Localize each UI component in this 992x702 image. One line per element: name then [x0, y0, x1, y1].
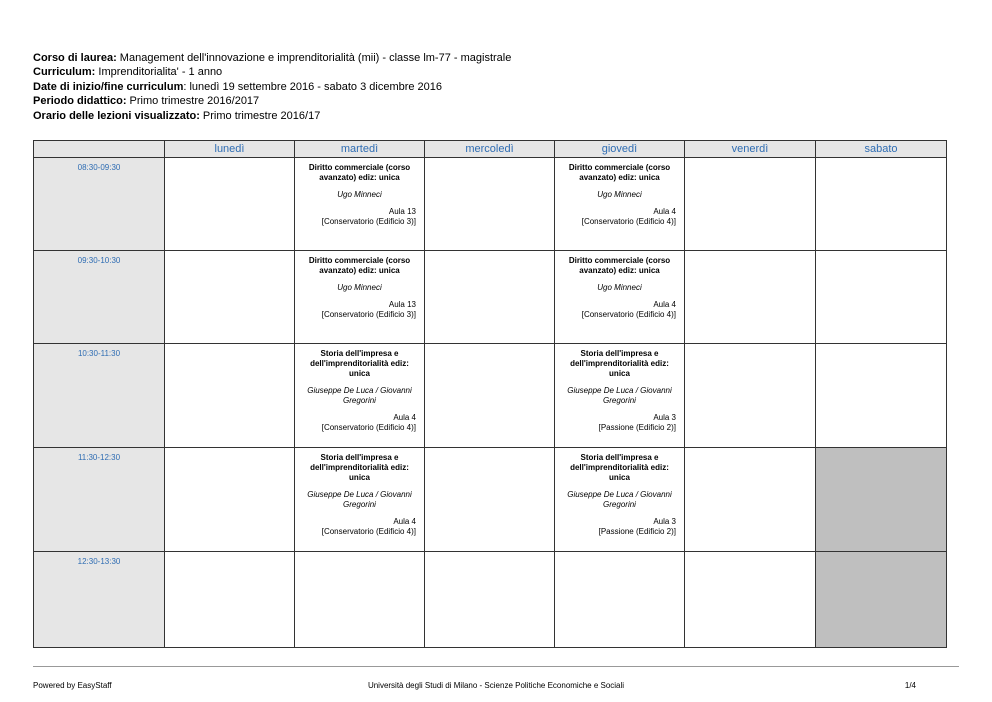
lesson-location: [563, 413, 676, 433]
lesson-room: Aula 4: [393, 413, 416, 422]
time-slot-label: 11:30-12:30: [34, 448, 165, 552]
empty-cell: [816, 251, 947, 344]
lesson-building: [Conservatorio (Edificio 3)]: [321, 310, 416, 319]
empty-cell: [685, 344, 816, 448]
lesson-teacher: Ugo Minneci: [337, 190, 382, 199]
orario-line: Orario delle lezioni visualizzato: Primo trimestre 2016/17: [33, 109, 321, 122]
lesson-teacher: Ugo Minneci: [597, 190, 642, 199]
empty-cell: [555, 552, 685, 648]
empty-cell: [425, 448, 555, 552]
lesson-teacher: Giuseppe De Luca / Giovanni Gregorini: [567, 490, 672, 509]
empty-cell: [165, 251, 295, 344]
lesson-room: Aula 4: [393, 517, 416, 526]
lesson-room: Aula 3: [653, 517, 676, 526]
lesson-title: Storia dell'impresa e dell'imprenditorialità ediz: unica: [570, 349, 669, 378]
empty-cell: [165, 552, 295, 648]
lesson-teacher: Ugo Minneci: [337, 283, 382, 292]
lesson-entry: [555, 448, 684, 537]
lesson-teacher: Giuseppe De Luca / Giovanni Gregorini: [567, 386, 672, 405]
day-header-martedi: martedì: [295, 141, 425, 158]
day-header-venerdi: venerdì: [685, 141, 816, 158]
lesson-cell: [555, 251, 685, 344]
date-line: Date di inizio/fine curriculum: lunedì 19 settembre 2016 - sabato 3 dicembre 2016: [33, 80, 443, 93]
time-slot-label: 10:30-11:30: [34, 344, 165, 448]
lesson-entry: [295, 448, 424, 537]
lesson-teacher: Ugo Minneci: [597, 283, 642, 292]
lesson-title: Storia dell'impresa e dell'imprenditorialità ediz: unica: [310, 453, 409, 482]
lesson-cell: [295, 448, 425, 552]
lesson-title: Storia dell'impresa e dell'imprenditorialità ediz: unica: [570, 453, 669, 482]
lesson-teacher: Giuseppe De Luca / Giovanni Gregorini: [307, 490, 412, 509]
lesson-entry: [555, 251, 684, 320]
lesson-building: [Passione (Edificio 2)]: [598, 423, 676, 432]
empty-cell: [685, 448, 816, 552]
lesson-entry: [555, 158, 684, 227]
footer-university: Università degli Studi di Milano - Scienze Politiche Economiche e Sociali: [367, 681, 625, 690]
curriculum-line: Curriculum: Imprenditorialita' - 1 anno: [33, 66, 223, 79]
empty-cell: [685, 552, 816, 648]
timetable-row: [34, 251, 947, 344]
day-header-mercoledi: mercoledì: [425, 141, 555, 158]
time-slot-label: 08:30-09:30: [34, 158, 165, 251]
lesson-cell: [555, 344, 685, 448]
timetable-body: [34, 158, 947, 648]
corner-cell: [34, 141, 165, 158]
timetable-row: [34, 344, 947, 448]
empty-cell: [295, 552, 425, 648]
lesson-location: [563, 300, 676, 320]
lesson-location: [303, 517, 416, 537]
empty-cell: [165, 344, 295, 448]
curriculum-header: [33, 51, 511, 123]
lesson-cell: [555, 448, 685, 552]
lesson-location: [303, 413, 416, 433]
empty-cell: [425, 552, 555, 648]
lesson-location: [563, 517, 676, 537]
periodo-line: Periodo didattico: Primo trimestre 2016/2017: [33, 95, 260, 108]
empty-cell: [165, 448, 295, 552]
corso-line: Corso di laurea: Management dell'innovazione e imprenditorialità (mii) - classe lm-77 - magistrale: [33, 52, 512, 64]
empty-cell: [685, 158, 816, 251]
lesson-building: [Passione (Edificio 2)]: [598, 527, 676, 536]
blocked-cell: [816, 448, 947, 552]
lesson-location: [563, 207, 676, 227]
day-header-sabato: sabato: [816, 141, 947, 158]
empty-cell: [425, 251, 555, 344]
timetable-row: [34, 158, 947, 251]
footer-page-number: 1/4: [904, 681, 916, 690]
footer-powered-by: Powered by EasyStaff: [33, 681, 112, 690]
time-slot-label: 12:30-13:30: [34, 552, 165, 648]
lesson-cell: [295, 251, 425, 344]
lesson-title: Diritto commerciale (corso avanzato) ediz: unica: [308, 163, 411, 182]
day-header-row: [34, 141, 947, 158]
empty-cell: [816, 344, 947, 448]
lesson-cell: [555, 158, 685, 251]
timetable: [33, 140, 947, 648]
empty-cell: [425, 344, 555, 448]
time-slot-label: 09:30-10:30: [34, 251, 165, 344]
empty-cell: [165, 158, 295, 251]
lesson-title: Diritto commerciale (corso avanzato) ediz: unica: [568, 256, 671, 275]
timetable-row: [34, 448, 947, 552]
lesson-building: [Conservatorio (Edificio 4)]: [581, 310, 676, 319]
footer-divider: [33, 666, 959, 667]
lesson-building: [Conservatorio (Edificio 3)]: [321, 217, 416, 226]
lesson-cell: [295, 158, 425, 251]
lesson-teacher: Giuseppe De Luca / Giovanni Gregorini: [307, 386, 412, 405]
lesson-room: Aula 4: [653, 300, 676, 309]
blocked-cell: [816, 552, 947, 648]
lesson-entry: [295, 158, 424, 227]
timetable-row: [34, 552, 947, 648]
lesson-title: Diritto commerciale (corso avanzato) ediz: unica: [568, 163, 671, 182]
lesson-location: [303, 207, 416, 227]
lesson-building: [Conservatorio (Edificio 4)]: [581, 217, 676, 226]
empty-cell: [685, 251, 816, 344]
empty-cell: [816, 158, 947, 251]
lesson-entry: [295, 251, 424, 320]
day-header-lunedi: lunedì: [165, 141, 295, 158]
lesson-room: Aula 3: [653, 413, 676, 422]
lesson-cell: [295, 344, 425, 448]
lesson-entry: [555, 344, 684, 433]
lesson-building: [Conservatorio (Edificio 4)]: [321, 527, 416, 536]
lesson-building: [Conservatorio (Edificio 4)]: [321, 423, 416, 432]
lesson-entry: [295, 344, 424, 433]
lesson-room: Aula 4: [653, 207, 676, 216]
day-header-giovedi: giovedì: [555, 141, 685, 158]
empty-cell: [425, 158, 555, 251]
lesson-title: Storia dell'impresa e dell'imprenditorialità ediz: unica: [310, 349, 409, 378]
lesson-room: Aula 13: [388, 300, 416, 309]
lesson-title: Diritto commerciale (corso avanzato) ediz: unica: [308, 256, 411, 275]
lesson-room: Aula 13: [388, 207, 416, 216]
lesson-location: [303, 300, 416, 320]
